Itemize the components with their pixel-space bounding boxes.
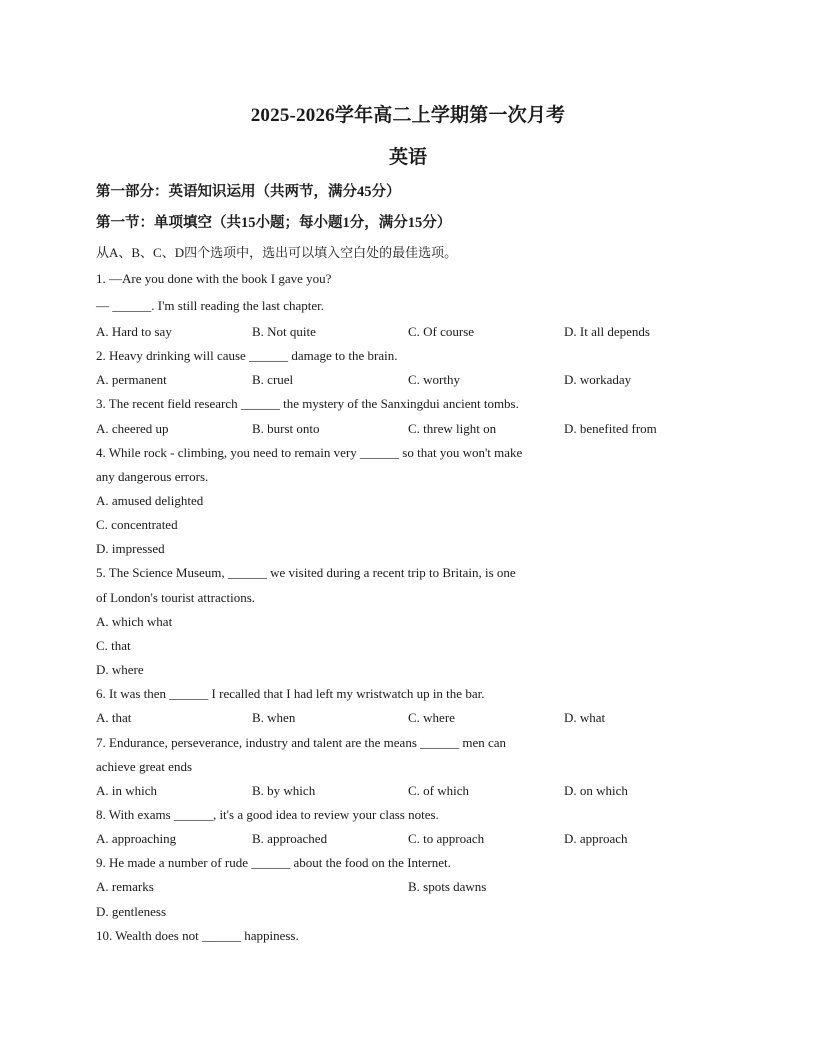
question-7-option-b: B. by which <box>252 783 316 798</box>
question-9-stem: 9. He made a number of rude ______ about the food on the Internet. <box>96 855 451 870</box>
question-7-stem: 7. Endurance, perseverance, industry and talent are the means ______ men can <box>96 735 507 750</box>
question-9-option-b: B. spots dawns <box>408 879 487 894</box>
question-1-stem: 1. —Are you done with the book I gave you? <box>96 271 332 286</box>
question-5-stem: 5. The Science Museum, ______ we visited during a recent trip to Britain, is one <box>96 565 516 580</box>
question-2-stem: 2. Heavy drinking will cause ______ damage to the brain. <box>96 348 398 363</box>
question-7-stem-continued: achieve great ends <box>96 759 193 774</box>
question-3-option-d: D. benefited from <box>564 421 657 436</box>
question-4-option-a: A. amused delighted <box>96 493 204 508</box>
question-1-option-d: D. It all depends <box>564 324 650 339</box>
question-6-option-d: D. what <box>564 710 606 725</box>
question-10-stem: 10. Wealth does not ______ happiness. <box>96 928 299 943</box>
question-5-option-c: C. that <box>96 638 131 653</box>
question-8-option-c: C. to approach <box>408 831 485 846</box>
question-7-option-c: C. of which <box>408 783 470 798</box>
question-4-stem: 4. While rock - climbing, you need to remain very ______ so that you won't make <box>96 445 523 460</box>
question-8-option-d: D. approach <box>564 831 628 846</box>
question-2-option-b: B. cruel <box>252 372 294 387</box>
exam-title: 2025-2026学年高二上学期第一次月考 <box>250 105 566 126</box>
question-5-stem-continued: of London's tourist attractions. <box>96 590 256 605</box>
question-1-option-b: B. Not quite <box>252 324 316 339</box>
question-3-option-c: C. threw light on <box>408 421 497 436</box>
question-8-option-a: A. approaching <box>96 831 177 846</box>
question-6-option-a: A. that <box>96 710 132 725</box>
question-5-option-a: A. which what <box>96 614 173 629</box>
question-6-stem: 6. It was then ______ I recalled that I had left my wristwatch up in the bar. <box>96 686 485 701</box>
question-3-option-a: A. cheered up <box>96 421 169 436</box>
question-1-response: — ______. I'm still reading the last chapter. <box>96 298 324 313</box>
part-heading: 第一部分：英语知识运用（共两节，满分45分） <box>96 184 401 200</box>
question-6-option-b: B. when <box>252 710 296 725</box>
question-4-option-d: D. impressed <box>96 541 165 556</box>
exam-subject: 英语 <box>388 147 427 168</box>
question-8-option-b: B. approached <box>252 831 328 846</box>
instruction-text: 从A、B、C、D四个选项中，选出可以填入空白处的最佳选项。 <box>96 245 458 260</box>
question-4-option-c: C. concentrated <box>96 517 178 532</box>
question-2-option-d: D. workaday <box>564 372 632 387</box>
section-heading: 第一节：单项填空（共15小题；每小题1分，满分15分） <box>96 215 452 231</box>
question-7-option-d: D. on which <box>564 783 628 798</box>
question-4-stem-continued: any dangerous errors. <box>96 469 209 484</box>
question-9-option-d: D. gentleness <box>96 904 167 919</box>
question-8-stem: 8. With exams ______, it's a good idea to review your class notes. <box>96 807 439 822</box>
question-3-option-b: B. burst onto <box>252 421 320 436</box>
question-6-option-c: C. where <box>408 710 455 725</box>
question-2-option-c: C. worthy <box>408 372 460 387</box>
question-2-option-a: A. permanent <box>96 372 167 387</box>
question-9-option-a: A. remarks <box>96 879 154 894</box>
question-3-stem: 3. The recent field research ______ the mystery of the Sanxingdui ancient tombs. <box>96 396 519 411</box>
question-1-option-a: A. Hard to say <box>96 324 172 339</box>
question-5-option-d: D. where <box>96 662 144 677</box>
question-7-option-a: A. in which <box>96 783 158 798</box>
question-1-option-c: C. Of course <box>408 324 475 339</box>
